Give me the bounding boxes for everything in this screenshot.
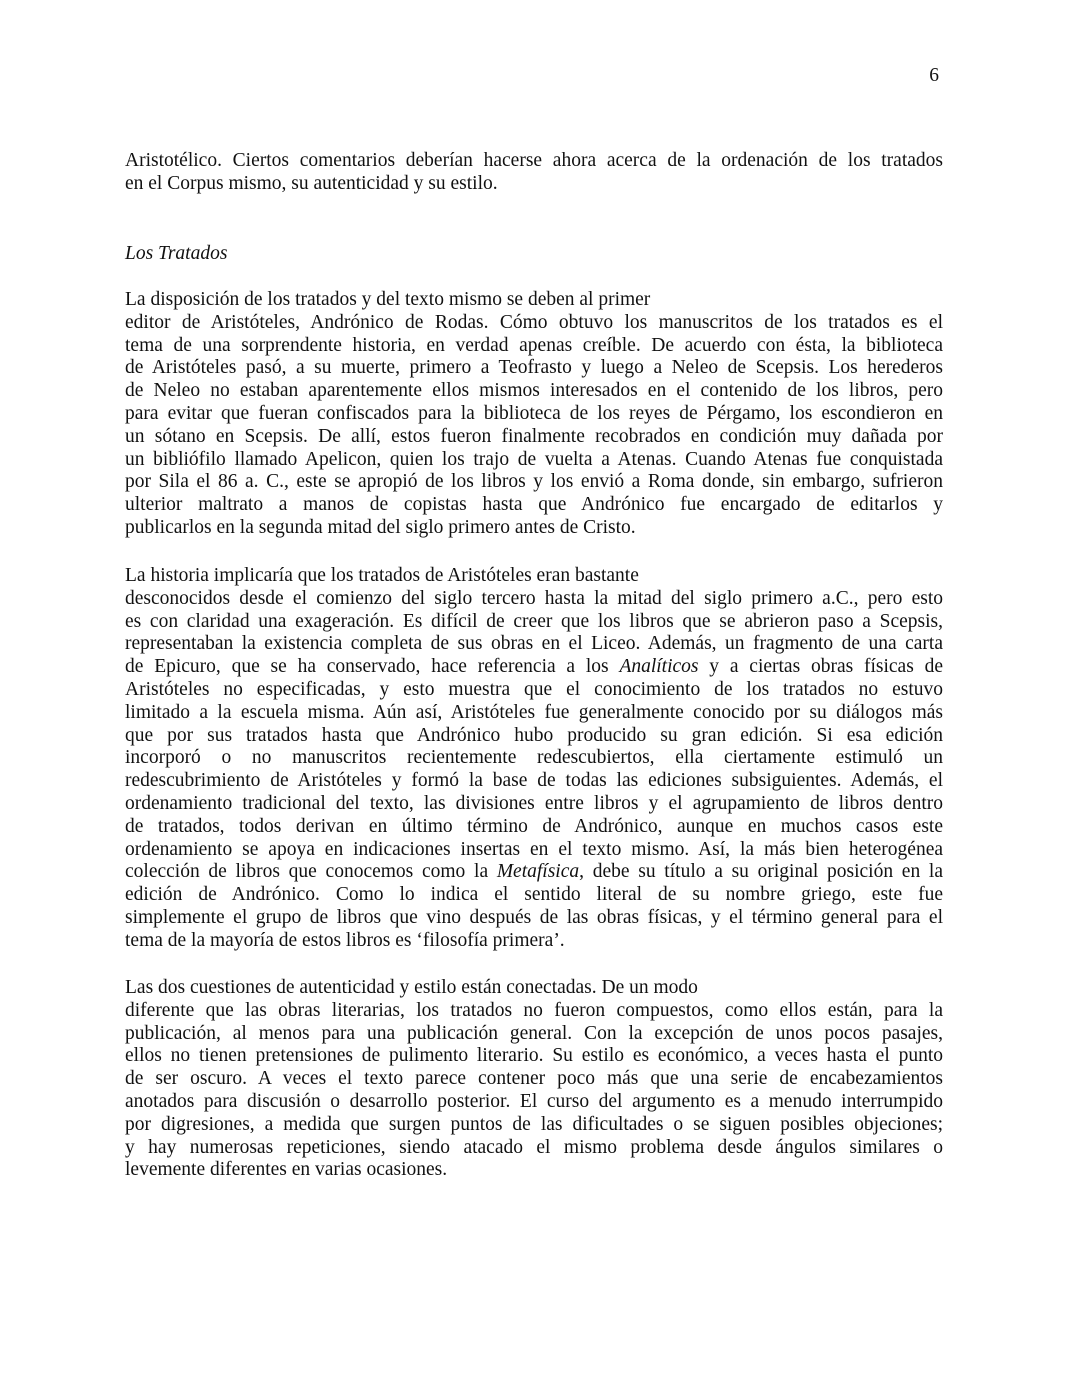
paragraph-1 <box>125 289 943 540</box>
italic-title: Analíticos <box>619 656 699 678</box>
text-line: que por sus tratados hasta que Andrónico hubo producido su gran edición. Si esa edición <box>125 724 943 746</box>
paragraph-2 <box>125 565 943 953</box>
page-number: 6 <box>929 65 939 86</box>
text-line: en el Corpus mismo, su autenticidad y su estilo. <box>125 172 498 194</box>
text-line: de tratados, todos derivan en último término de Andrónico, aunque en muchos casos este <box>125 815 943 837</box>
text-line: incorporó o no manuscritos recientemente redescubiertos, ella ciertamente estimuló un <box>125 747 943 769</box>
text-line: representaban la existencia completa de sus obras en el Liceo. Además, un fragmento de una carta <box>125 633 943 655</box>
text-line: ordenamiento tradicional del texto, las divisiones entre libros y el agrupamiento de libros dentro <box>125 792 943 814</box>
paragraph-first-line: La historia implicaría que los tratados de Aristóteles eran bastante <box>125 565 639 586</box>
text-line: ellos no tienen pretensiones de pulimento literario. Su estilo es económico, a veces hasta el punto <box>125 1045 943 1067</box>
text-line: Aristotélico. Ciertos comentarios deberían hacerse ahora acerca de la ordenación de los tratados <box>125 150 943 171</box>
paragraph-first-line: Las dos cuestiones de autenticidad y estilo están conectadas. De un modo <box>125 977 698 998</box>
text-line: de Aristóteles pasó, a su muerte, primero a Teofrasto y luego a Neleo de Scepsis. Los herederos <box>125 357 943 379</box>
intro-paragraph <box>125 150 943 196</box>
text-line: colección de libros que conocemos como la Metafísica, debe su título a su original posición en la <box>125 861 943 883</box>
text-line: anotados para discusión o desarrollo posterior. El curso del argumento es a menudo interrumpido <box>125 1090 943 1112</box>
text-line: y hay numerosas repeticiones, siendo atacado el mismo problema desde ángulos similares o <box>125 1136 943 1158</box>
text-line: para evitar que fueran confiscados para la biblioteca de los reyes de Pérgamo, los escondieron en <box>125 402 943 424</box>
text-line: edición de Andrónico. Como lo indica el sentido literal de su nombre griego, este fue <box>125 884 943 906</box>
text-line: editor de Aristóteles, Andrónico de Rodas. Cómo obtuvo los manuscritos de los tratados es el <box>125 311 943 333</box>
text-line: diferente que las obras literarias, los tratados no fueron compuestos, como ellos están, para la <box>125 999 943 1021</box>
text-line: desconocidos desde el comienzo del siglo tercero hasta la mitad del siglo primero a.C., pero esto <box>125 587 943 609</box>
italic-title: Metafísica <box>496 861 580 883</box>
text-line: ulterior maltrato a manos de copistas hasta que Andrónico fue encargado de editarlos y <box>125 494 943 516</box>
text-line: de Epicuro, que se ha conservado, hace referencia a los Analíticos y a ciertas obras físicas de <box>125 656 943 678</box>
text-line: por Sila el 86 a. C., este se apropió de los libros y los envió a Roma donde, sin embargo, sufrieron <box>125 471 943 493</box>
text-line: tema de una sorprendente historia, en verdad apenas creíble. De acuerdo con ésta, la biblioteca <box>125 334 943 356</box>
text-line: levemente diferentes en varias ocasiones. <box>125 1159 448 1181</box>
text-line: de ser oscuro. A veces el texto parece contener poco más que una serie de encabezamientos <box>125 1068 943 1090</box>
text-line: publicación, al menos para una publicación general. Con la excepción de unos pocos pasajes, <box>125 1022 943 1044</box>
text-line: redescubrimiento de Aristóteles y formó la base de todas las ediciones subsiguientes. Además, el <box>125 770 943 792</box>
text-line: es con claridad una exageración. Es difícil de creer que los libros que se abrieron paso a Scepsis, <box>125 610 943 632</box>
text-line: Aristóteles no especificadas, y esto muestra que el conocimiento de los tratados no estuvo <box>125 678 943 700</box>
text-line: por digresiones, a medida que surgen puntos de las dificultades o se siguen posibles objeciones; <box>125 1113 943 1135</box>
paragraph-3 <box>125 977 943 1182</box>
text-line: un bibliófilo llamado Apelicon, quien los trajo de vuelta a Atenas. Cuando Atenas fue conquistada <box>125 448 943 470</box>
text-line: publicarlos en la segunda mitad del siglo primero antes de Cristo. <box>125 516 636 538</box>
section-heading: Los Tratados <box>125 243 228 264</box>
text-line: ordenamiento se apoya en indicaciones insertas en el texto mismo. Así, la más bien heterogénea <box>125 838 943 860</box>
text-line: un sótano en Scepsis. De allí, estos fueron finalmente recobrados en condición muy dañada por <box>125 425 943 447</box>
text-line: de Neleo no estaban aparentemente ellos mismos interesados en el contenido de los libros, pero <box>125 380 943 402</box>
paragraph-first-line: La disposición de los tratados y del texto mismo se deben al primer <box>125 289 651 310</box>
text-line: simplemente el grupo de libros que vino después de las obras físicas, y el término general para el <box>125 906 943 928</box>
text-line: tema de la mayoría de estos libros es ‘filosofía primera’. <box>125 929 565 951</box>
text-line: limitado a la escuela misma. Aún así, Aristóteles fue generalmente conocido por su diálogos más <box>125 701 943 723</box>
